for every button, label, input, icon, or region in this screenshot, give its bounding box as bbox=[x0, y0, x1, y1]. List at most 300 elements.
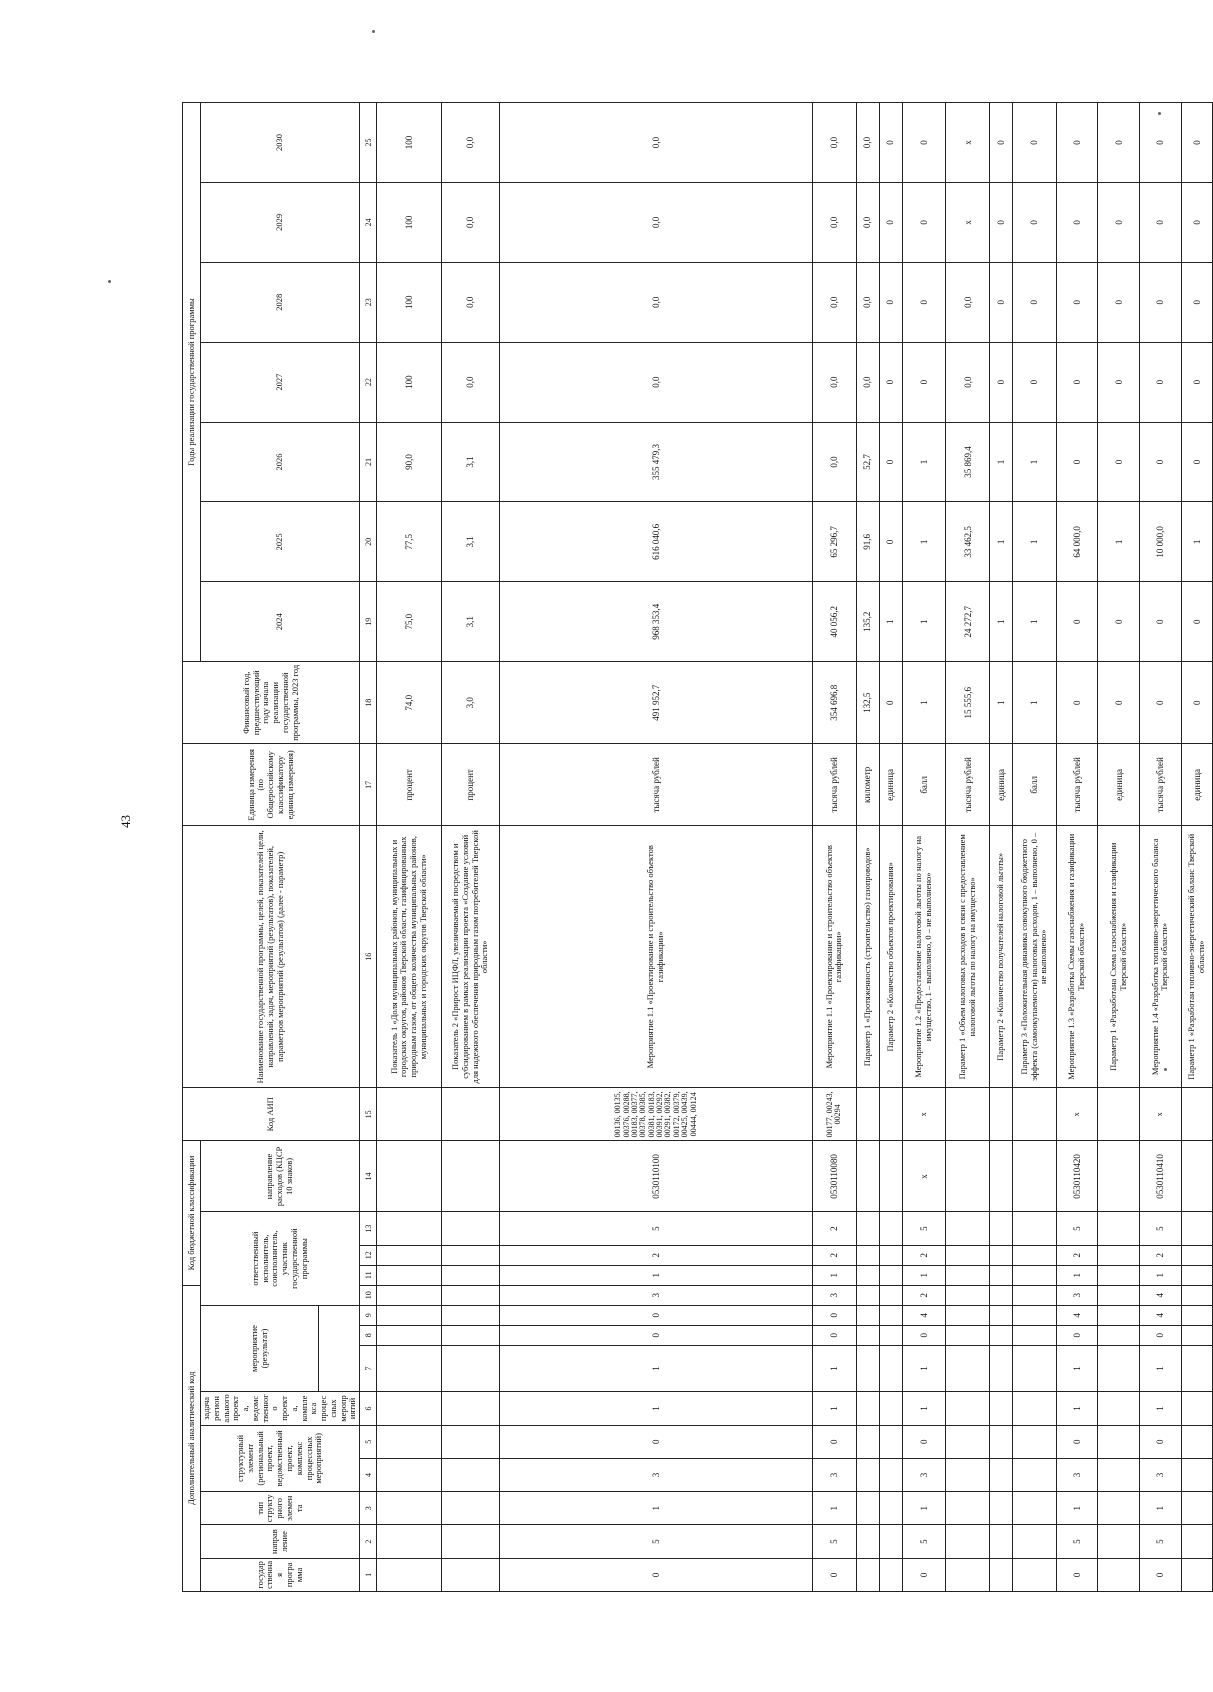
table-row bbox=[1013, 103, 1057, 1592]
fin-year-cell: 0 bbox=[1140, 662, 1182, 744]
col-index: 21 bbox=[360, 422, 377, 502]
col-index: 24 bbox=[360, 182, 377, 262]
year-value-cell: 0 bbox=[879, 502, 902, 582]
year-value-cell: 1 bbox=[902, 582, 946, 662]
year-value-cell: 0 bbox=[1181, 182, 1212, 262]
code-cell bbox=[856, 1305, 879, 1325]
code-cell bbox=[1013, 1265, 1057, 1285]
col-index: 8 bbox=[360, 1325, 377, 1345]
year-value-cell: 1 bbox=[879, 582, 902, 662]
code-cell bbox=[856, 1245, 879, 1265]
code-cell bbox=[879, 1492, 902, 1525]
year-value-cell: 0,0 bbox=[856, 182, 879, 262]
item-name-cell: Параметр 1 «Объем налоговых расходов в связи с предоставлением налоговой льготы по налогу на имущество» bbox=[946, 826, 990, 1088]
code-cell: 1 bbox=[812, 1345, 856, 1392]
code-cell bbox=[990, 1458, 1013, 1491]
code-cell: 1 bbox=[1140, 1492, 1182, 1525]
year-value-cell: 52,7 bbox=[856, 422, 879, 502]
code-cell: 0 bbox=[902, 1558, 946, 1591]
year-value-cell: 0 bbox=[879, 422, 902, 502]
code-cell: 1 bbox=[902, 1392, 946, 1425]
code-cell bbox=[377, 1425, 442, 1458]
code-cell bbox=[946, 1265, 990, 1285]
col-index: 4 bbox=[360, 1458, 377, 1491]
code-cell bbox=[1013, 1305, 1057, 1325]
code-cell: 1 bbox=[902, 1345, 946, 1392]
code-cell: 0 bbox=[902, 1425, 946, 1458]
aip-code-cell: x bbox=[1140, 1088, 1182, 1141]
code-cell: 0 bbox=[500, 1425, 813, 1458]
code-cell bbox=[1098, 1285, 1140, 1305]
year-value-cell: 0,0 bbox=[441, 182, 499, 262]
code-cell bbox=[879, 1345, 902, 1392]
year-value-cell: 35 869,4 bbox=[946, 422, 990, 502]
year-value-cell: 0 bbox=[1098, 262, 1140, 342]
code-cell: 1 bbox=[1056, 1265, 1098, 1285]
code-cell: 5 bbox=[902, 1525, 946, 1558]
year-value-cell: 0 bbox=[1181, 582, 1212, 662]
code-cell: 5 bbox=[1056, 1525, 1098, 1558]
code-cell bbox=[946, 1345, 990, 1392]
code-cell bbox=[879, 1305, 902, 1325]
col-index: 18 bbox=[360, 662, 377, 744]
code-cell bbox=[879, 1392, 902, 1425]
code-cell bbox=[377, 1392, 442, 1425]
unit-cell: единица bbox=[879, 744, 902, 826]
code-cell: 0 bbox=[500, 1305, 813, 1325]
year-value-cell: 33 462,5 bbox=[946, 502, 990, 582]
year-value-cell: 0,0 bbox=[856, 103, 879, 183]
code-cell bbox=[1181, 1305, 1212, 1325]
unit-cell: километр bbox=[856, 744, 879, 826]
code-cell: 0 bbox=[812, 1305, 856, 1325]
item-name-cell: Параметр 3 «Положительная динамика совокупного бюджетного эффекта (самоокупаемости) налоговых расходов, 1 – выполнено, 0 – не выполнено» bbox=[1013, 826, 1057, 1088]
code-cell bbox=[1013, 1558, 1057, 1591]
year-value-cell: 0,0 bbox=[812, 342, 856, 422]
year-value-cell: 0 bbox=[902, 262, 946, 342]
code-cell bbox=[1181, 1492, 1212, 1525]
gp-header: государственная программа bbox=[201, 1558, 360, 1591]
year-value-cell: 0 bbox=[1140, 582, 1182, 662]
code-cell bbox=[856, 1458, 879, 1491]
code-cell: 0 bbox=[812, 1325, 856, 1345]
code-cell: 0 bbox=[812, 1558, 856, 1591]
year-value-cell: 1 bbox=[990, 582, 1013, 662]
col-index: 3 bbox=[360, 1492, 377, 1525]
struct-header: структурный элемент (региональный проект, ведомственный проект, комплекс процессных мероприятий) bbox=[201, 1425, 360, 1492]
year-value-cell: x bbox=[946, 103, 990, 183]
col-index: 1 bbox=[360, 1558, 377, 1591]
year-value-cell: 0,0 bbox=[812, 103, 856, 183]
year-value-cell: 0 bbox=[1056, 182, 1098, 262]
code-cell: 1 bbox=[1140, 1392, 1182, 1425]
code-cell: 3 bbox=[1056, 1285, 1098, 1305]
year-value-cell: 0 bbox=[1140, 103, 1182, 183]
code-cell bbox=[441, 1325, 499, 1345]
code-cell bbox=[441, 1558, 499, 1591]
kcsr-cell bbox=[1181, 1141, 1212, 1212]
col-index: 20 bbox=[360, 502, 377, 582]
item-name-cell: Мероприятие 1.3 «Разработка Схемы газоснабжения и газификации Тверской области» bbox=[1056, 826, 1098, 1088]
year-value-cell: 1 bbox=[1013, 422, 1057, 502]
code-cell: 0 bbox=[1140, 1558, 1182, 1591]
aip-code-cell bbox=[1181, 1088, 1212, 1141]
code-cell: 0 bbox=[902, 1325, 946, 1345]
fin-year-header: Финансовый год, предшествующий году начала реализации государственной программы, 2023 год bbox=[183, 662, 360, 744]
code-cell bbox=[1013, 1492, 1057, 1525]
item-name-cell: Мероприятие 1.2 «Предоставление налоговой льготы по налогу на имущество, 1 – выполнено, 0 – не выполнено» bbox=[902, 826, 946, 1088]
col-index: 7 bbox=[360, 1345, 377, 1392]
item-name-cell: Мероприятие 1.4 «Разработка топливно-энергетического баланса Тверской области» bbox=[1140, 826, 1182, 1088]
fin-year-cell: 74,0 bbox=[377, 662, 442, 744]
code-cell bbox=[377, 1325, 442, 1345]
rotated-table-container bbox=[182, 102, 1207, 1592]
year-value-cell: 100 bbox=[377, 262, 442, 342]
code-cell: 5 bbox=[1056, 1212, 1098, 1245]
code-cell: 2 bbox=[902, 1245, 946, 1265]
fin-year-cell: 1 bbox=[990, 662, 1013, 744]
code-cell bbox=[377, 1458, 442, 1491]
year-value-cell: 3,1 bbox=[441, 502, 499, 582]
code-cell bbox=[856, 1492, 879, 1525]
item-name-cell: Мероприятие 1.1 «Проектирование и строительство объектов газификации» bbox=[812, 826, 856, 1088]
code-cell bbox=[946, 1492, 990, 1525]
code-cell bbox=[441, 1345, 499, 1392]
kcsr-cell: x bbox=[902, 1141, 946, 1212]
code-cell: 1 bbox=[1140, 1265, 1182, 1285]
code-cell bbox=[856, 1525, 879, 1558]
year-value-cell: 3,1 bbox=[441, 422, 499, 502]
kcsr-cell bbox=[946, 1141, 990, 1212]
year-value-cell: 100 bbox=[377, 342, 442, 422]
code-cell bbox=[1013, 1212, 1057, 1245]
col-index: 6 bbox=[360, 1392, 377, 1425]
code-cell bbox=[441, 1425, 499, 1458]
code-cell bbox=[1013, 1325, 1057, 1345]
code-cell bbox=[946, 1558, 990, 1591]
code-cell bbox=[441, 1265, 499, 1285]
code-cell bbox=[990, 1285, 1013, 1305]
unit-cell: тысяча рублей bbox=[500, 744, 813, 826]
code-cell: 0 bbox=[500, 1558, 813, 1591]
code-cell: 2 bbox=[812, 1245, 856, 1265]
year-value-cell: 968 353,4 bbox=[500, 582, 813, 662]
year-value-cell: 0 bbox=[902, 103, 946, 183]
tip-header: тип структурного элемента bbox=[201, 1492, 360, 1525]
year-value-cell: 0 bbox=[1056, 342, 1098, 422]
kcsr-cell bbox=[856, 1141, 879, 1212]
unit-cell: процент bbox=[441, 744, 499, 826]
table-row bbox=[1181, 103, 1212, 1592]
table-row bbox=[500, 103, 813, 1592]
code-cell bbox=[1013, 1425, 1057, 1458]
code-cell bbox=[441, 1305, 499, 1325]
year-value-cell: x bbox=[946, 182, 990, 262]
code-cell: 2 bbox=[812, 1212, 856, 1245]
code-cell bbox=[1098, 1458, 1140, 1491]
code-cell bbox=[1181, 1345, 1212, 1392]
year-value-cell: 0 bbox=[1013, 103, 1057, 183]
year-value-cell: 0 bbox=[1098, 103, 1140, 183]
fin-year-cell: 132,5 bbox=[856, 662, 879, 744]
year-value-cell: 0 bbox=[879, 182, 902, 262]
code-cell bbox=[377, 1265, 442, 1285]
year-value-cell: 91,6 bbox=[856, 502, 879, 582]
col-index: 11 bbox=[360, 1265, 377, 1285]
table-row bbox=[990, 103, 1013, 1592]
code-cell bbox=[377, 1285, 442, 1305]
kcsr-cell bbox=[1098, 1141, 1140, 1212]
item-name-cell: Мероприятие 1.1 «Проектирование и строительство объектов газификации» bbox=[500, 826, 813, 1088]
code-cell: 5 bbox=[500, 1212, 813, 1245]
code-cell bbox=[946, 1305, 990, 1325]
code-cell: 0 bbox=[1056, 1325, 1098, 1345]
year-value-cell: 0,0 bbox=[441, 103, 499, 183]
fin-year-cell: 0 bbox=[879, 662, 902, 744]
year-value-cell: 135,2 bbox=[856, 582, 879, 662]
year-value-cell: 0,0 bbox=[500, 103, 813, 183]
kcsr-cell bbox=[879, 1141, 902, 1212]
year-value-cell: 0 bbox=[879, 342, 902, 422]
unit-cell: тысяча рублей bbox=[1140, 744, 1182, 826]
code-cell bbox=[856, 1285, 879, 1305]
kcsr-cell: 0530110080 bbox=[812, 1141, 856, 1212]
kcsr-cell bbox=[990, 1141, 1013, 1212]
code-cell bbox=[1013, 1345, 1057, 1392]
code-cell bbox=[879, 1525, 902, 1558]
code-cell: 3 bbox=[1140, 1458, 1182, 1491]
year-value-cell: 0 bbox=[1056, 422, 1098, 502]
code-cell: 3 bbox=[500, 1458, 813, 1491]
year-value-cell: 0,0 bbox=[812, 182, 856, 262]
year-value-cell: 0,0 bbox=[500, 262, 813, 342]
aip-code-cell bbox=[441, 1088, 499, 1141]
unit-cell: единица bbox=[1181, 744, 1212, 826]
code-cell: 4 bbox=[1056, 1305, 1098, 1325]
year-value-cell: 0 bbox=[1056, 262, 1098, 342]
code-cell bbox=[1098, 1245, 1140, 1265]
fin-year-cell: 491 952,7 bbox=[500, 662, 813, 744]
code-cell: 3 bbox=[500, 1285, 813, 1305]
table-row bbox=[1056, 103, 1098, 1592]
code-cell: 1 bbox=[1056, 1492, 1098, 1525]
napr-rash-header: направление расходов (КЦСР 10 знаков) bbox=[201, 1141, 360, 1212]
col-index: 22 bbox=[360, 342, 377, 422]
year-value-cell: 0,0 bbox=[856, 262, 879, 342]
year-value-cell: 0,0 bbox=[856, 342, 879, 422]
table-row bbox=[856, 103, 879, 1592]
code-cell: 2 bbox=[902, 1285, 946, 1305]
code-cell bbox=[1098, 1345, 1140, 1392]
col-index: 15 bbox=[360, 1088, 377, 1141]
item-name-cell: Параметр 1 «Разработана Схема газоснабжения и газификации Тверской области» bbox=[1098, 826, 1140, 1088]
page-number: 43 bbox=[118, 815, 133, 828]
year-value-cell: 40 056,2 bbox=[812, 582, 856, 662]
code-cell bbox=[990, 1345, 1013, 1392]
fin-year-cell: 0 bbox=[1098, 662, 1140, 744]
unit-cell: единица bbox=[990, 744, 1013, 826]
code-cell bbox=[879, 1265, 902, 1285]
code-cell bbox=[377, 1245, 442, 1265]
code-cell bbox=[946, 1458, 990, 1491]
code-cell bbox=[1013, 1285, 1057, 1305]
kcsr-cell: 0530110410 bbox=[1140, 1141, 1182, 1212]
code-cell: 2 bbox=[1140, 1245, 1182, 1265]
aip-code-cell bbox=[990, 1088, 1013, 1141]
code-cell: 1 bbox=[500, 1345, 813, 1392]
code-cell bbox=[1181, 1285, 1212, 1305]
aip-code-cell: 00177, 00243, 00294 bbox=[812, 1088, 856, 1141]
year-value-cell: 0 bbox=[990, 103, 1013, 183]
year-value-cell: 1 bbox=[1181, 502, 1212, 582]
code-cell bbox=[990, 1492, 1013, 1525]
year-value-cell: 0 bbox=[1013, 182, 1057, 262]
year-value-cell: 0 bbox=[990, 262, 1013, 342]
fin-year-cell: 3,0 bbox=[441, 662, 499, 744]
code-cell bbox=[1098, 1492, 1140, 1525]
code-cell: 1 bbox=[1056, 1392, 1098, 1425]
year-value-cell: 0,0 bbox=[500, 182, 813, 262]
code-cell: 0 bbox=[500, 1325, 813, 1345]
code-cell bbox=[879, 1458, 902, 1491]
kcsr-cell bbox=[377, 1141, 442, 1212]
year-value-cell: 0,0 bbox=[946, 342, 990, 422]
code-cell: 0 bbox=[812, 1425, 856, 1458]
year-value-cell: 0 bbox=[1140, 182, 1182, 262]
year-value-cell: 0 bbox=[1098, 342, 1140, 422]
code-cell bbox=[990, 1245, 1013, 1265]
col-index: 13 bbox=[360, 1212, 377, 1245]
code-cell bbox=[1098, 1212, 1140, 1245]
code-cell bbox=[856, 1265, 879, 1285]
year-value-cell: 0,0 bbox=[441, 342, 499, 422]
year-header: 2028 bbox=[201, 262, 360, 342]
code-cell bbox=[856, 1212, 879, 1245]
code-cell bbox=[990, 1558, 1013, 1591]
code-cell bbox=[377, 1525, 442, 1558]
col-index: 17 bbox=[360, 744, 377, 826]
kbk-header: Код бюджетной классификации bbox=[183, 1141, 201, 1285]
zadacha-header: задача регионального проекта, ведомственного проекта, комплекса процессных мероприятий bbox=[201, 1392, 360, 1425]
year-value-cell: 65 296,7 bbox=[812, 502, 856, 582]
code-cell bbox=[946, 1245, 990, 1265]
year-value-cell: 100 bbox=[377, 103, 442, 183]
year-value-cell: 64 000,0 bbox=[1056, 502, 1098, 582]
code-cell bbox=[946, 1325, 990, 1345]
aip-code-cell bbox=[856, 1088, 879, 1141]
code-cell bbox=[441, 1458, 499, 1491]
table-body bbox=[377, 103, 1213, 1592]
otv-header: ответственный исполнитель, соисполнитель, участник государственной программы bbox=[201, 1212, 360, 1305]
code-cell bbox=[441, 1245, 499, 1265]
kcsr-cell: 0530110100 bbox=[500, 1141, 813, 1212]
year-value-cell: 1 bbox=[990, 422, 1013, 502]
aip-code-cell bbox=[377, 1088, 442, 1141]
code-cell: 4 bbox=[1140, 1305, 1182, 1325]
code-cell: 5 bbox=[500, 1525, 813, 1558]
code-cell: 3 bbox=[812, 1285, 856, 1305]
table-row bbox=[812, 103, 856, 1592]
year-value-cell: 0,0 bbox=[500, 342, 813, 422]
year-value-cell: 355 479,3 bbox=[500, 422, 813, 502]
program-table bbox=[182, 102, 1213, 1592]
item-name-cell: Показатель 1 «Доля муниципальных районов, муниципальных и городских округов, районов Тверской области, газифицированных природным газом, от общего количества муниципальных районов, муниципальных и городских округов Тверской области» bbox=[377, 826, 442, 1088]
fin-year-cell: 354 696,8 bbox=[812, 662, 856, 744]
year-value-cell: 616 040,6 bbox=[500, 502, 813, 582]
code-cell bbox=[377, 1212, 442, 1245]
aip-code-cell: x bbox=[902, 1088, 946, 1141]
year-value-cell: 1 bbox=[1013, 502, 1057, 582]
column-index-row bbox=[360, 103, 377, 1592]
year-value-cell: 0 bbox=[1181, 103, 1212, 183]
scan-speck bbox=[108, 280, 111, 283]
item-name-cell: Параметр 2 «Количество получателей налоговой льготы» bbox=[990, 826, 1013, 1088]
code-cell bbox=[1181, 1325, 1212, 1345]
code-cell bbox=[946, 1285, 990, 1305]
col-index: 10 bbox=[360, 1285, 377, 1305]
name-header: Наименование государственной программы, целей, показателей цели, направлений, задач, мероприятий (результатов), показателей, параметров мероприятий (результатов) (далее - параметр) bbox=[183, 826, 360, 1088]
year-value-cell: 0 bbox=[879, 262, 902, 342]
code-cell bbox=[1013, 1525, 1057, 1558]
code-cell: 1 bbox=[1056, 1345, 1098, 1392]
code-cell bbox=[879, 1285, 902, 1305]
year-header: 2029 bbox=[201, 182, 360, 262]
year-value-cell: 0,0 bbox=[812, 422, 856, 502]
code-cell bbox=[377, 1345, 442, 1392]
code-cell bbox=[1098, 1265, 1140, 1285]
aip-code-cell bbox=[1013, 1088, 1057, 1141]
year-value-cell: 0 bbox=[1056, 582, 1098, 662]
table-row bbox=[946, 103, 990, 1592]
code-cell bbox=[990, 1392, 1013, 1425]
aip-code-cell: x bbox=[1056, 1088, 1098, 1141]
year-value-cell: 100 bbox=[377, 182, 442, 262]
year-value-cell: 0 bbox=[1181, 422, 1212, 502]
code-cell bbox=[1181, 1212, 1212, 1245]
code-cell: 0 bbox=[1140, 1425, 1182, 1458]
year-value-cell: 0 bbox=[1056, 103, 1098, 183]
item-name-cell: Параметр 1 «Протяженность (строительство) газопроводов» bbox=[856, 826, 879, 1088]
unit-cell: балл bbox=[1013, 744, 1057, 826]
year-header: 2027 bbox=[201, 342, 360, 422]
code-cell: 1 bbox=[1140, 1345, 1182, 1392]
kod-aip-header: Код АИП bbox=[183, 1088, 360, 1141]
year-value-cell: 1 bbox=[1013, 582, 1057, 662]
year-value-cell: 0 bbox=[1181, 262, 1212, 342]
item-name-cell: Показатель 2 «Прирост ИЦФЛ, увеличиваемый посредством и субсидированием в рамках реализации проекта «Создание условий для надежного обеспечения природным газом потребителей Тверской области» bbox=[441, 826, 499, 1088]
code-cell bbox=[879, 1425, 902, 1458]
code-cell bbox=[1013, 1245, 1057, 1265]
code-cell bbox=[946, 1392, 990, 1425]
code-cell bbox=[1013, 1458, 1057, 1491]
code-cell bbox=[1098, 1525, 1140, 1558]
code-cell bbox=[377, 1305, 442, 1325]
year-value-cell: 0 bbox=[1140, 262, 1182, 342]
table-row bbox=[441, 103, 499, 1592]
unit-cell: тысяча рублей bbox=[946, 744, 990, 826]
napr-header: направление bbox=[201, 1525, 360, 1558]
code-cell: 3 bbox=[1056, 1458, 1098, 1491]
year-value-cell: 0 bbox=[1013, 342, 1057, 422]
kcsr-cell bbox=[1013, 1141, 1057, 1212]
code-cell: 2 bbox=[500, 1245, 813, 1265]
year-value-cell: 0 bbox=[1098, 182, 1140, 262]
year-header: 2030 bbox=[201, 103, 360, 183]
code-cell bbox=[856, 1325, 879, 1345]
year-value-cell: 0,0 bbox=[441, 262, 499, 342]
code-cell bbox=[377, 1492, 442, 1525]
code-cell: 3 bbox=[902, 1458, 946, 1491]
